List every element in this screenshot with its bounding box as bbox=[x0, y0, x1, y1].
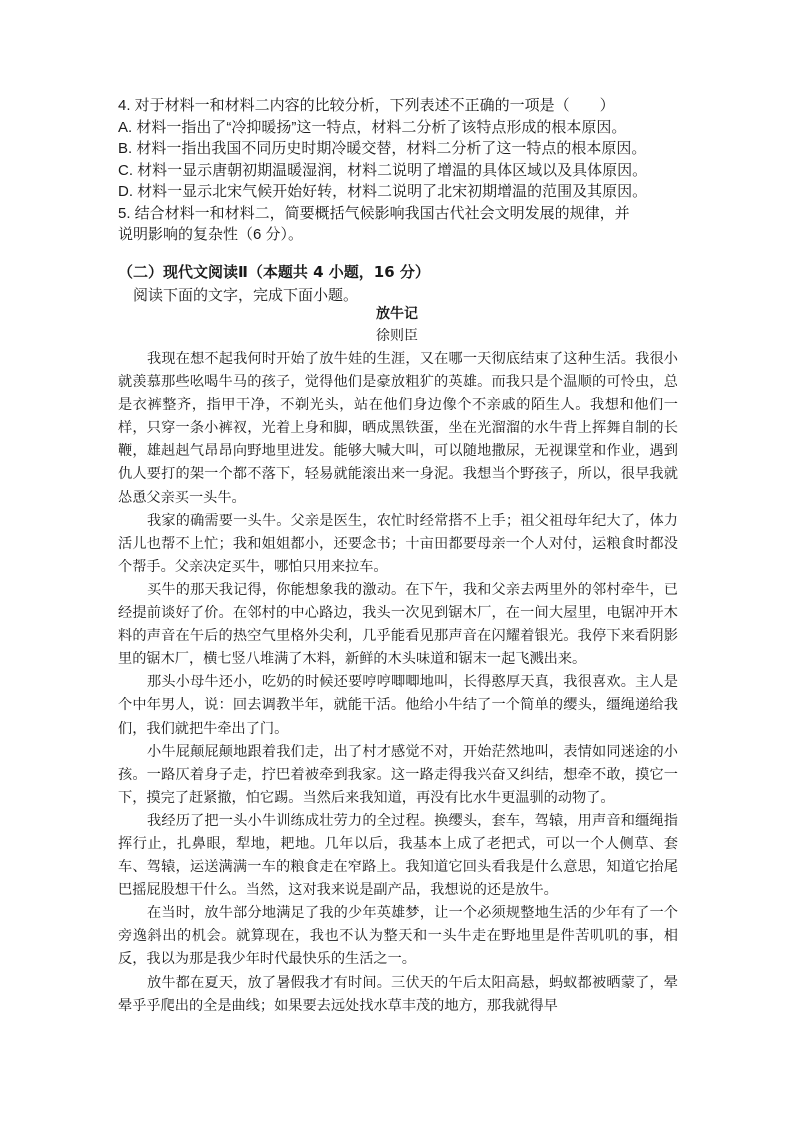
article-author: 徐则臣 bbox=[376, 328, 418, 344]
question-4-option-b: B. 材料一指出我国不同历史时期冷暖交替，材料二分析了这一特点的根本原因。 bbox=[118, 140, 647, 157]
article-paragraph: 放牛都在夏天，放了暑假我才有时间。三伏天的午后太阳高悬，蚂蚁都被晒蒙了，晕晕乎乎爬出的全是曲线；如果要去远处找水草丰茂的地方，那我就得早 bbox=[118, 974, 678, 1014]
article-paragraph: 小牛屁颠屁颠地跟着我们走，出了村才感觉不对，开始茫然地叫，表情如同迷途的小孩。一路仄着身子走，拧巴着被牵到我家。这一路走得我兴奋又纠结，想牵不敢，摸它一下，摸完了赶紧撤，怕它踢。当然后来我知道，再没有比水牛更温驯的动物了。 bbox=[118, 743, 678, 806]
question-5-line-2: 说明影响的复杂性（6 分）。 bbox=[118, 226, 304, 243]
article-paragraph: 那头小母牛还小，吃奶的时候还要哼哼唧唧地叫，长得憨厚天真，我很喜欢。主人是个中年男人，说：回去调教半年，就能干活。他给小牛结了一个简单的缨头，缰绳递给我们，我们就把牛牵出了门。 bbox=[118, 674, 678, 737]
article-paragraph: 我家的确需要一头牛。父亲是医生，农忙时经常搭不上手；祖父祖母年纪大了，体力活儿也帮不上忙；我和姐姐都小，还要念书；十亩田都要母亲一个人对付，运粮食时都没个帮手。父亲决定买牛，哪怕只用来拉车。 bbox=[118, 512, 678, 575]
question-5-line-1: 5. 结合材料一和材料二，简要概括气候影响我国古代社会文明发展的规律，并 bbox=[118, 204, 630, 222]
question-4-option-a: A. 材料一指出了“冷抑暖扬”这一特点，材料二分析了该特点形成的根本原因。 bbox=[118, 118, 627, 136]
article-paragraph: 在当时，放牛部分地满足了我的少年英雄梦，让一个必须规整地生活的少年有了一个旁逸斜出的机会。就算现在，我也不认为整天和一头牛走在野地里是件苦叽叽的事，相反，我以为那是我少年时代最快乐的生活之一。 bbox=[118, 905, 678, 968]
question-4-option-c: C. 材料一显示唐朝初期温暖湿润，材料二说明了增温的具体区域以及具体原因。 bbox=[118, 161, 648, 179]
question-4 bbox=[118, 95, 678, 246]
article-body bbox=[118, 348, 678, 1018]
question-4-option-d: D. 材料一显示北宋气候开始好转，材料二说明了北宋初期增温的范围及其原因。 bbox=[118, 183, 648, 200]
section-heading: （二）现代文阅读Ⅱ（本题共 4 小题，16 分） bbox=[118, 263, 430, 281]
article-title: 放牛记 bbox=[376, 306, 418, 322]
article-paragraph: 我经历了把一头小牛训练成壮劳力的全过程。换缨头，套车，驾辕，用声音和缰绳指挥行止，扎鼻眼，犁地，耙地。几年以后，我基本上成了老把式，可以一个人侧草、套车、驾辕，运送满满一车的粮食走在窄路上。我知道它回头看我是什么意思，知道它抬尾巴摇屁股想干什么。当然，这对我来说是副产品，我想说的还是放牛。 bbox=[118, 812, 678, 899]
reading-instruction: 阅读下面的文字，完成下面小题。 bbox=[133, 286, 359, 304]
question-4-stem: 4. 对于材料一和材料二内容的比较分析，下列表述不正确的一项是（ ） bbox=[118, 97, 615, 114]
article-paragraph: 买牛的那天我记得，你能想象我的激动。在下午，我和父亲去两里外的邻村牵牛，已经提前谈好了价。在邻村的中心路边，我头一次见到锯木厂，在一间大屋里，电锯冲开木料的声音在午后的热空气里格外尖利，几乎能看见那声音在闪耀着银光。我停下来看阴影里的锯木厂，横七竖八堆满了木料，新鲜的木头味道和锯末一起飞溅出来。 bbox=[118, 581, 678, 668]
article-paragraph: 我现在想不起我何时开始了放牛娃的生涯，又在哪一天彻底结束了这种生活。我很小就羡慕那些吆喝牛马的孩子，觉得他们是豪放粗犷的英雄。而我只是个温顺的可怜虫，总是衣裤整齐，指甲干净，不剃光头，站在他们身边像个不亲戚的陌生人。我想和他们一样，只穿一条小裤衩，光着上身和脚，晒成黑铁蛋，坐在光溜溜的水牛背上挥舞自制的长鞭，雄赳赳气昂昂向野地里进发。能够大喊大叫，可以随地撒尿，无视课堂和作业，遇到仇人要打的架一个都不落下，轻易就能滚出来一身泥。我想当个野孩子，所以，很早我就怂恿父亲买一头牛。 bbox=[118, 351, 678, 506]
